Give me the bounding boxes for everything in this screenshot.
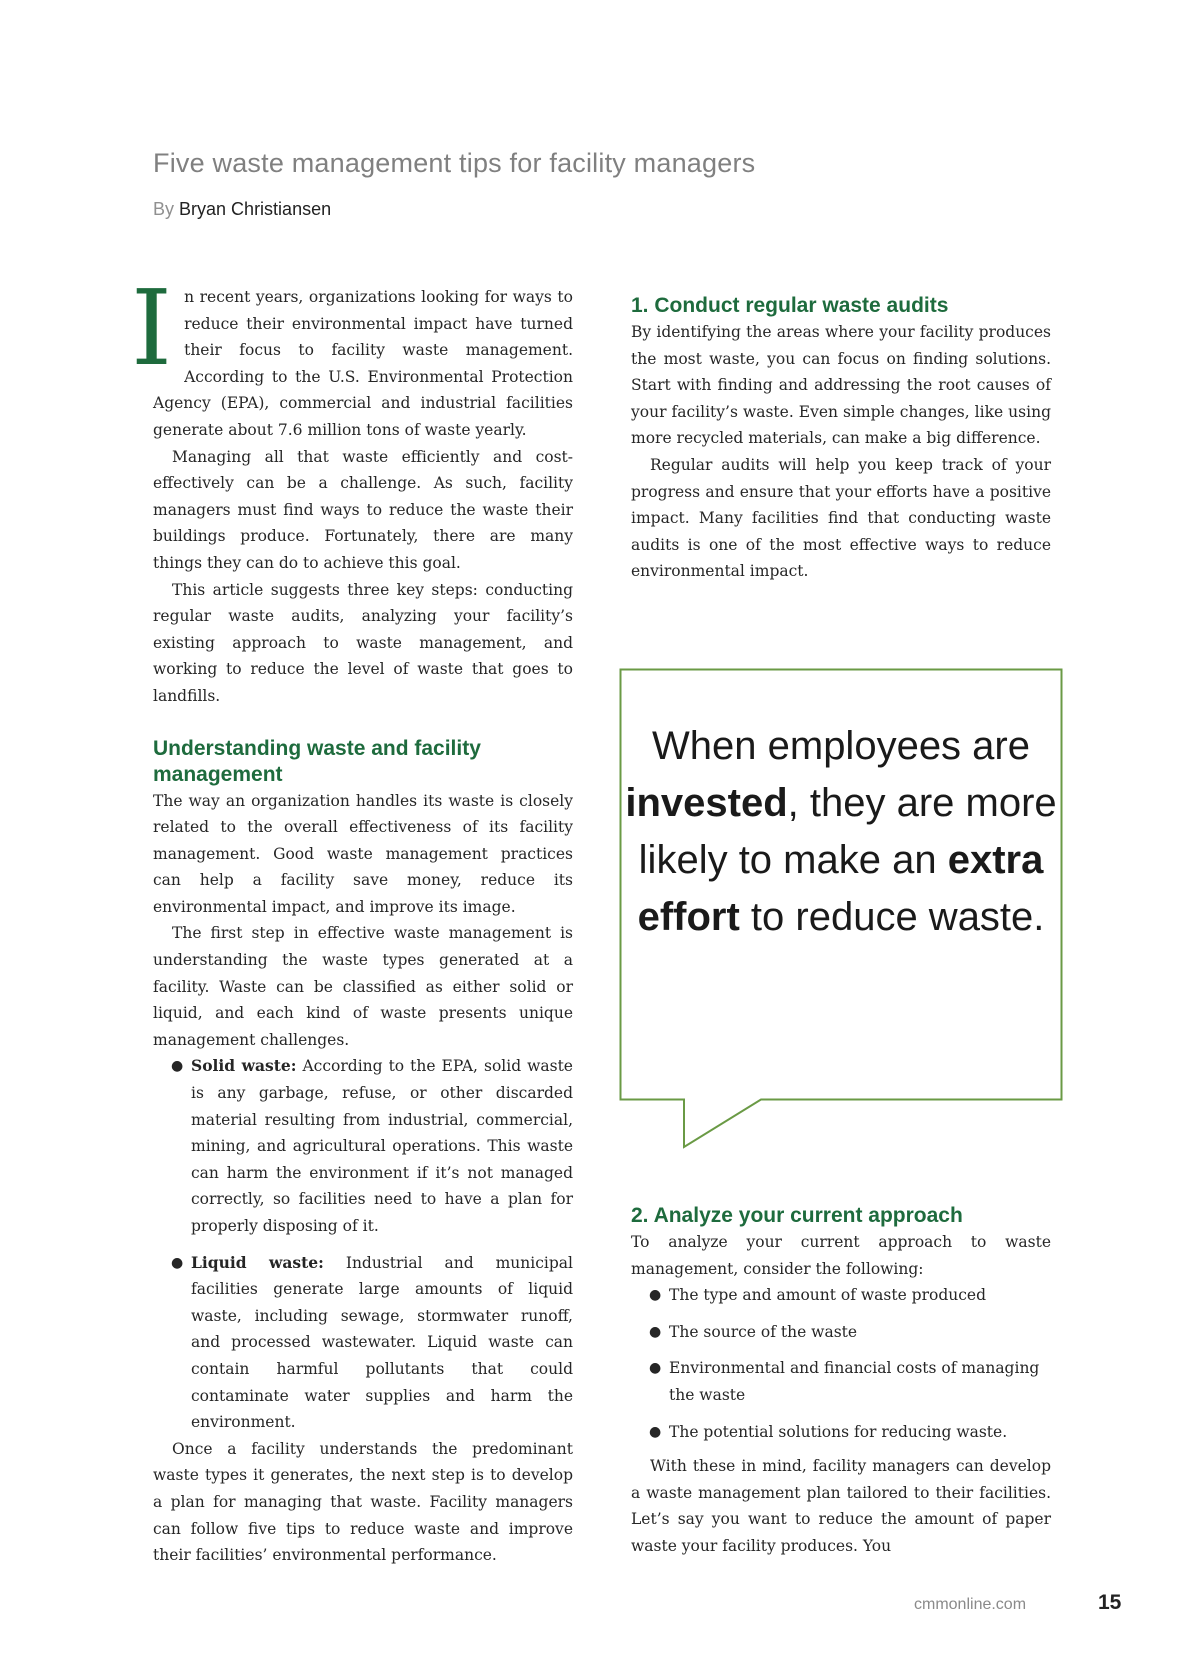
understanding-paragraph-3: Once a facility understands the predominant waste types it generates, the next step is to develop a plan for managing that waste. Facility managers can follow five tips to reduce waste and improve their facilities’ environmental performance. (153, 1439, 573, 1565)
list-item-solid-waste (171, 1053, 573, 1239)
list-item (649, 1355, 1051, 1408)
tip-2-paragraph-2: With these in mind, facility managers can develop a waste management plan tailored to their facilities. Let’s say you want to reduce the amount of paper waste your facility produces. You (631, 1457, 1051, 1555)
right-column-top (631, 293, 1051, 585)
tip-1-paragraph-1: By identifying the areas where your facility produces the most waste, you can focus on finding solutions. Start with finding and addressing the root causes of your facility’s waste. Even simple changes, like using more recycled materials, can make a big difference. (631, 323, 1051, 448)
quote-emphasis-2: extra effort (637, 838, 1044, 939)
bullet-text: According to the EPA, solid waste is any garbage, refuse, or other discarded material resulting from industrial, commercial, mining, and agricultural operations. This waste can harm the environment if it’s not managed correctly, so facilities need to have a plan for properly disposing of it. (191, 1057, 573, 1235)
drop-cap: I (131, 267, 173, 389)
analysis-list (631, 1282, 1051, 1445)
waste-types-list (153, 1053, 573, 1435)
bullet-text: Industrial and municipal facilities generate large amounts of liquid waste, including sewage, stormwater runoff, and processed wastewater. Liquid waste can contain harmful pollutants that could contaminate water supplies and harm the environment. (191, 1253, 573, 1432)
author-name: Bryan Christiansen (179, 199, 332, 219)
page-number: 15 (1098, 1591, 1122, 1614)
quote-part-1: When employees are (652, 724, 1030, 768)
section-heading-tip-1: 1. Conduct regular waste audits (631, 294, 949, 317)
bullet-icon: ● (171, 1058, 184, 1075)
bullet-label: Liquid waste: (191, 1252, 324, 1272)
list-item (649, 1282, 1051, 1309)
intro-paragraph-2: Managing all that waste efficiently and cost-effectively can be a challenge. As such, facility managers must find ways to reduce the waste their buildings produce. Fortunately, there are many things they can do to achieve this goal. (153, 447, 573, 572)
intro-paragraph-1-text: n recent years, organizations looking for ways to reduce their environmental impact have turned their focus to facility waste management. According to the U.S. Environmental Protection Agency (EPA), commercial and industrial facilities generate about 7.6 million tons of waste yearly. (153, 288, 573, 439)
article-title: Five waste management tips for facility managers (153, 148, 756, 178)
section-heading-understanding: Understanding waste and facility management (153, 736, 481, 786)
byline-prefix: By (153, 199, 175, 219)
list-item (649, 1419, 1051, 1446)
quote-part-3: to reduce waste. (739, 895, 1045, 939)
understanding-paragraph-2: The first step in effective waste management is understanding the waste types generated at a facility. Waste can be classified as either solid or liquid, and each kind of waste presents unique management challenges. (153, 924, 573, 1049)
list-item (649, 1319, 1051, 1346)
footer-site-url: cmmonline.com (914, 1596, 1027, 1613)
bullet-icon: ● (649, 1323, 662, 1340)
bullet-text: Environmental and financial costs of managing the waste (669, 1359, 1040, 1404)
bullet-icon: ● (649, 1287, 662, 1304)
bullet-text: The source of the waste (669, 1322, 858, 1341)
left-column (131, 267, 573, 1569)
tip-2-paragraph-1: To analyze your current approach to waste management, consider the following: (631, 1233, 1051, 1278)
quote-part-2: , they are more likely to make an (638, 781, 1057, 882)
byline (153, 199, 331, 220)
section-heading-tip-2: 2. Analyze your current approach (631, 1204, 963, 1227)
understanding-paragraph-1: The way an organization handles its waste is closely related to the overall effectiveness of its facility management. Good waste management practices can help a facility save money, reduce its environmental impact, and improve its image. (153, 791, 573, 916)
bullet-text: The type and amount of waste produced (669, 1286, 987, 1305)
bullet-label: Solid waste: (191, 1056, 297, 1076)
bullet-icon: ● (649, 1423, 662, 1440)
intro-paragraph-1 (131, 267, 573, 444)
tip-1-paragraph-2: Regular audits will help you keep track of your progress and ensure that your efforts have a positive impact. Many facilities find that conducting waste audits is one of the most effective ways to reduce environmental impact. (631, 455, 1051, 581)
pull-quote-callout (619, 668, 1063, 1104)
list-item-liquid-waste (171, 1250, 573, 1436)
right-column-bottom (631, 1203, 1051, 1560)
bullet-icon: ● (649, 1360, 662, 1377)
quote-emphasis-1: invested (625, 781, 788, 825)
bullet-icon: ● (171, 1254, 184, 1271)
pull-quote-text (619, 718, 1063, 946)
bullet-text: The potential solutions for reducing waste. (669, 1422, 1008, 1441)
intro-paragraph-3: This article suggests three key steps: conducting regular waste audits, analyzing your facility’s existing approach to waste management, and working to reduce the level of waste that goes to landfills. (153, 580, 573, 705)
